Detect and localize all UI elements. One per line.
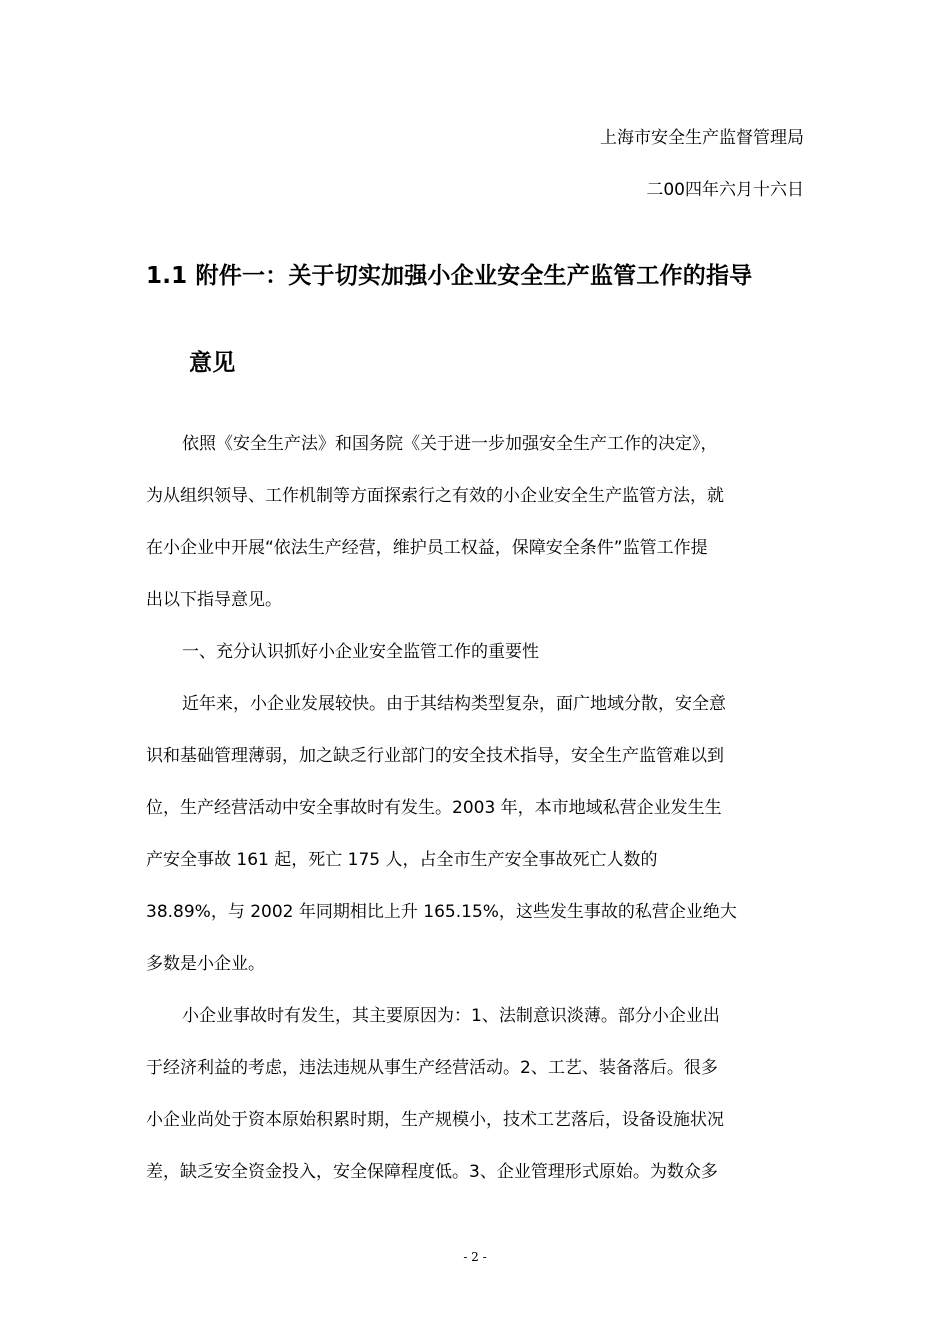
body-line: 近年来，小企业发展较快。由于其结构类型复杂，面广地域分散，安全意 <box>182 694 726 714</box>
issuer-line: 上海市安全生产监督管理局 <box>600 128 804 148</box>
body-line: 38.89%，与 2002 年同期相比上升 165.15%，这些发生事故的私营企业绝大 <box>146 902 737 922</box>
body-line: 多数是小企业。 <box>146 954 265 974</box>
body-line: 依照《安全生产法》和国务院《关于进一步加强安全生产工作的决定》， <box>182 434 718 454</box>
body-line: 于经济利益的考虑，违法违规从事生产经营活动。2、工艺、装备落后。很多 <box>146 1058 718 1078</box>
body-line: 小企业事故时有发生，其主要原因为：1、法制意识淡薄。部分小企业出 <box>182 1006 720 1026</box>
body-line: 位，生产经营活动中安全事故时有发生。2003 年，本市地域私营企业发生生 <box>146 798 722 818</box>
page-number: - 2 - <box>463 1250 487 1264</box>
subsection-heading: 一、充分认识抓好小企业安全监管工作的重要性 <box>182 642 539 662</box>
section-heading-line-1: 1.1 附件一：关于切实加强小企业安全生产监管工作的指导 <box>146 263 753 289</box>
section-heading-line-2: 意见 <box>189 350 236 376</box>
body-line: 为从组织领导、工作机制等方面探索行之有效的小企业安全生产监管方法，就 <box>146 486 724 506</box>
body-line: 识和基础管理薄弱，加之缺乏行业部门的安全技术指导，安全生产监管难以到 <box>146 746 724 766</box>
body-line: 产安全事故 161 起，死亡 175 人，占全市生产安全事故死亡人数的 <box>146 850 658 870</box>
body-line: 在小企业中开展“依法生产经营，维护员工权益，保障安全条件”监管工作提 <box>146 538 708 558</box>
body-line: 出以下指导意见。 <box>146 590 282 610</box>
body-line: 小企业尚处于资本原始积累时期，生产规模小，技术工艺落后，设备设施状况 <box>146 1110 724 1130</box>
date-line: 二00四年六月十六日 <box>646 180 804 200</box>
body-line: 差，缺乏安全资金投入，安全保障程度低。3、企业管理形式原始。为数众多 <box>146 1162 718 1182</box>
